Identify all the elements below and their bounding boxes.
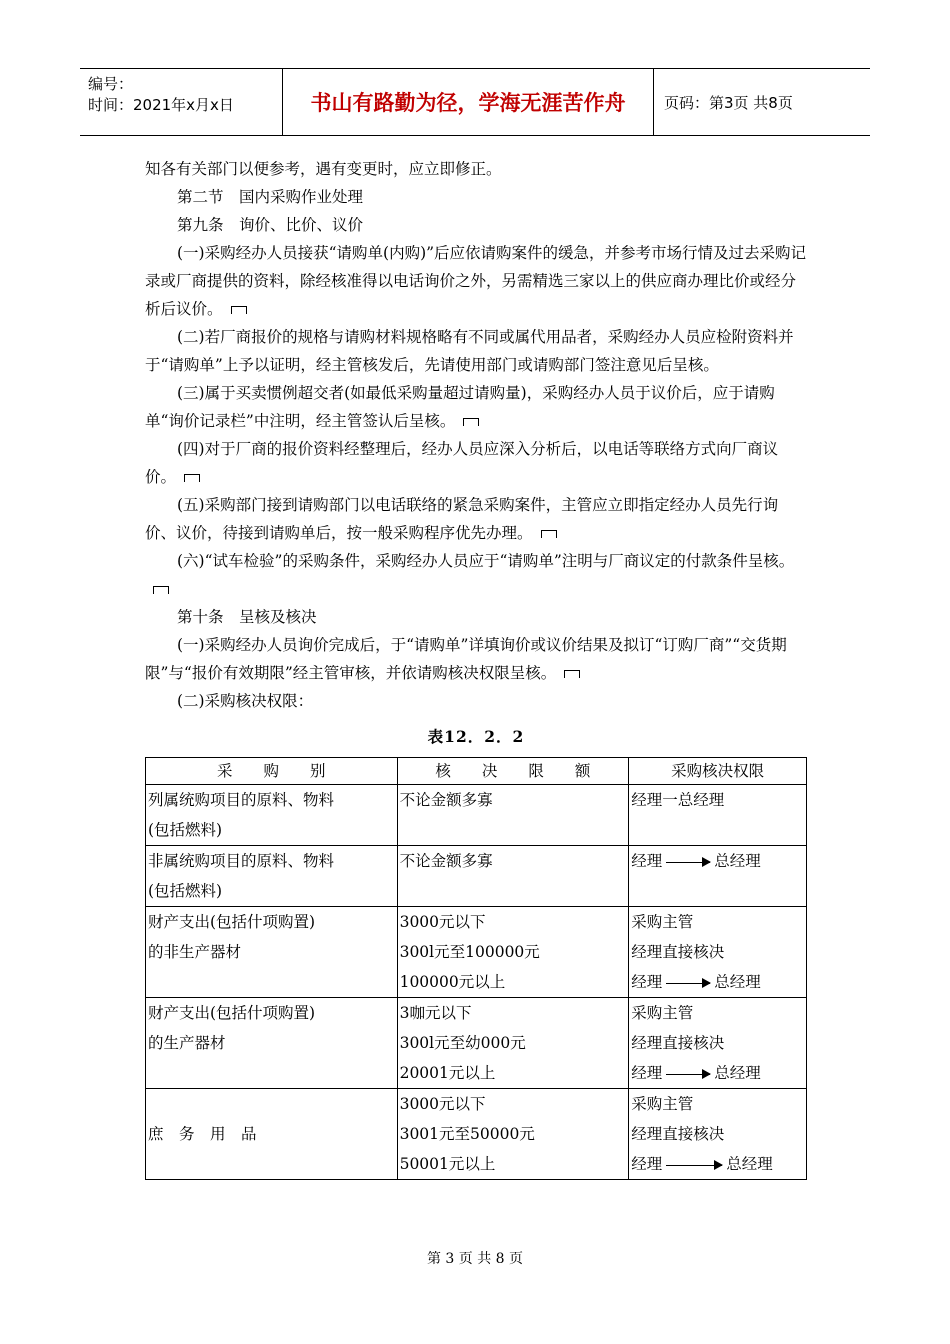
paragraph: (一)采购经办人员接获“请购单(内购)”后应依请购案件的缓急，并参考市场行情及过去采购记录或厂商提供的资料，除经核准得以电话询价之外，另需精选三家以上的供应商办理比价或经分析后议价。 [145, 244, 807, 318]
authority-cell: 经理 总经理 [629, 846, 807, 907]
amount-cell: 不论金额多寡 [397, 846, 629, 907]
header-authority: 采购核决权限 [629, 758, 807, 785]
header-category: 采 购 别 [146, 758, 398, 785]
return-mark-icon [231, 306, 247, 314]
header-motto: 书山有路勤为径，学海无涯苦作舟 [283, 69, 654, 135]
header-amount: 核 决 限 额 [397, 758, 629, 785]
article-heading: 第九条 询价、比价、议价 [177, 216, 364, 234]
authority-cell: 采购主管 经理直接核决 经理 总经理 [629, 1089, 807, 1180]
table-row [146, 846, 807, 907]
table-header-row [146, 758, 807, 785]
amount-cell: 3000元以下 3001元至50000元 50001元以上 [397, 1089, 629, 1180]
return-mark-icon [153, 586, 169, 594]
return-mark-icon [184, 474, 200, 482]
category-cell: 非属统购项目的原料、物料 (包括燃料) [146, 846, 398, 907]
authority-cell: 采购主管 经理直接核决 经理 总经理 [629, 998, 807, 1089]
table-row [146, 785, 807, 846]
approval-authority-table [145, 757, 807, 1180]
amount-cell: 3000元以下 300l元至100000元 100000元以上 [397, 907, 629, 998]
arrow-right-icon [666, 1074, 710, 1075]
arrow-right-icon [666, 862, 710, 863]
authority-cell: 经理一总经理 [629, 785, 807, 846]
category-cell: 庶 务 用 品 [146, 1089, 398, 1180]
article-heading: 第十条 呈核及核决 [177, 608, 317, 626]
authority-cell: 采购主管 经理直接核决 经理 总经理 [629, 907, 807, 998]
category-cell: 财产支出(包括什项购置) 的非生产器材 [146, 907, 398, 998]
page-footer: 第 3 页 共 8 页 [426, 1251, 524, 1267]
paragraph: (三)属于买卖惯例超交者(如最低采购量超过请购量)，采购经办人员于议价后，应于请购单“询价记录栏”中注明，经主管签认后呈核。 [145, 384, 775, 430]
code-label: 编号： [88, 75, 134, 93]
paragraph: (四)对于厂商的报价资料经整理后，经办人员应深入分析后，以电话等联络方式向厂商议价。 [145, 440, 779, 486]
paragraph: (六)“试车检验”的采购条件，采购经办人员应于“请购单”注明与厂商议定的付款条件呈核。 [145, 547, 807, 603]
table-row [146, 907, 807, 998]
paragraph: (五)采购部门接到请购部门以电话联络的紧急采购案件，主管应立即指定经办人员先行询价、议价，待接到请购单后，按一般采购程序优先办理。 [145, 496, 779, 542]
paragraph: 知各有关部门以便参考，遇有变更时，应立即修正。 [145, 160, 502, 178]
header-meta [80, 69, 283, 135]
page-header [80, 68, 870, 136]
section-heading: 第二节 国内采购作业处理 [177, 188, 364, 206]
header-page-info: 页码：第3页 共8页 [664, 93, 793, 112]
table-row [146, 998, 807, 1089]
time-label: 时间：2021年x月x日 [88, 96, 234, 114]
amount-cell: 3咖元以下 300l元至幼000元 20001元以上 [397, 998, 629, 1089]
paragraph: (二)若厂商报价的规格与请购材料规格略有不同或属代用品者，采购经办人员应检附资料并于“请购单”上予以证明，经主管核发后，先请使用部门或请购部门签注意见后呈核。 [145, 328, 794, 374]
return-mark-icon [463, 418, 479, 426]
paragraph: (一)采购经办人员询价完成后，于“请购单”详填询价或议价结果及拟订“订购厂商”“交货期限”与“报价有效期限”经主管审核，并依请购核决权限呈核。 [145, 636, 787, 682]
arrow-right-icon [666, 983, 710, 984]
return-mark-icon [564, 670, 580, 678]
return-mark-icon [541, 530, 557, 538]
arrow-right-icon [666, 1165, 722, 1166]
table-row [146, 1089, 807, 1180]
paragraph: (二)采购核决权限： [177, 692, 314, 710]
category-cell: 列属统购项目的原料、物料 (包括燃料) [146, 785, 398, 846]
category-cell: 财产支出(包括什项购置) 的生产器材 [146, 998, 398, 1089]
document-body [145, 155, 807, 1180]
amount-cell: 不论金额多寡 [397, 785, 629, 846]
table-caption: 表12．2．2 [427, 727, 525, 746]
